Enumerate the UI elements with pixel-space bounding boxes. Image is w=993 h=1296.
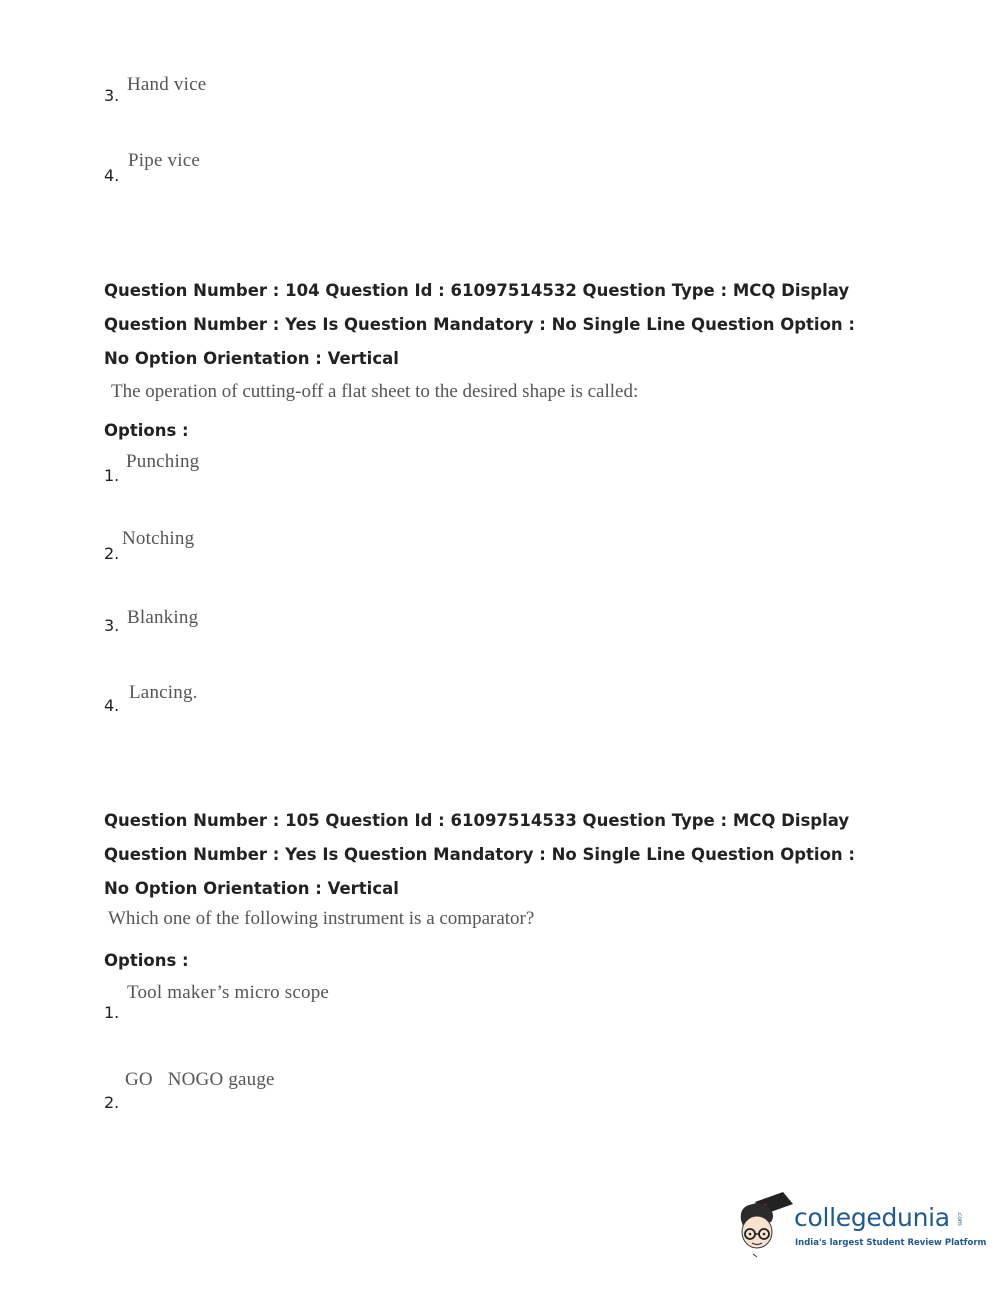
option-number: 3. [104, 616, 120, 635]
brand-suffix: .com [956, 1211, 963, 1226]
option-number: 4. [104, 166, 120, 185]
option-text: Hand vice [127, 74, 207, 95]
option-text: GO NOGO gauge [125, 1069, 275, 1090]
option-text: Pipe vice [128, 150, 200, 171]
option-number: 1. [104, 1003, 120, 1022]
option-number: 4. [104, 696, 120, 715]
question-104-text: The operation of cutting-off a flat sheet to the desired shape is called: [111, 381, 639, 402]
options-label: Options : [104, 421, 189, 440]
question-105-meta: Question Number : 105 Question Id : 61097514533 Question Type : MCQ Display Question Number : Yes Is Question Mandatory : No Single Line Question Option : No Option Orientation : Vertical [104, 811, 856, 898]
options-label: Options : [104, 951, 189, 970]
option-text: Tool maker’s micro scope [127, 982, 330, 1003]
brand-tagline: India's largest Student Review Platform [795, 1238, 987, 1248]
option-number: 2. [104, 1093, 120, 1112]
option-number: 3. [104, 86, 120, 105]
option-number: 2. [104, 544, 120, 563]
question-104-meta: Question Number : 104 Question Id : 61097514532 Question Type : MCQ Display Question Number : Yes Is Question Mandatory : No Single Line Question Option : No Option Orientation : Vertical [104, 281, 856, 368]
question-105-text: Which one of the following instrument is a comparator? [108, 908, 535, 929]
option-text: Lancing. [129, 682, 198, 703]
option-number: 1. [104, 466, 120, 485]
option-text: Punching [126, 451, 200, 472]
option-text: Notching [122, 528, 195, 549]
option-text: Blanking [127, 607, 199, 628]
collegedunia-logo [735, 1190, 987, 1260]
mascot-icon [735, 1190, 795, 1260]
brand-name: collegedunia [794, 1203, 950, 1232]
